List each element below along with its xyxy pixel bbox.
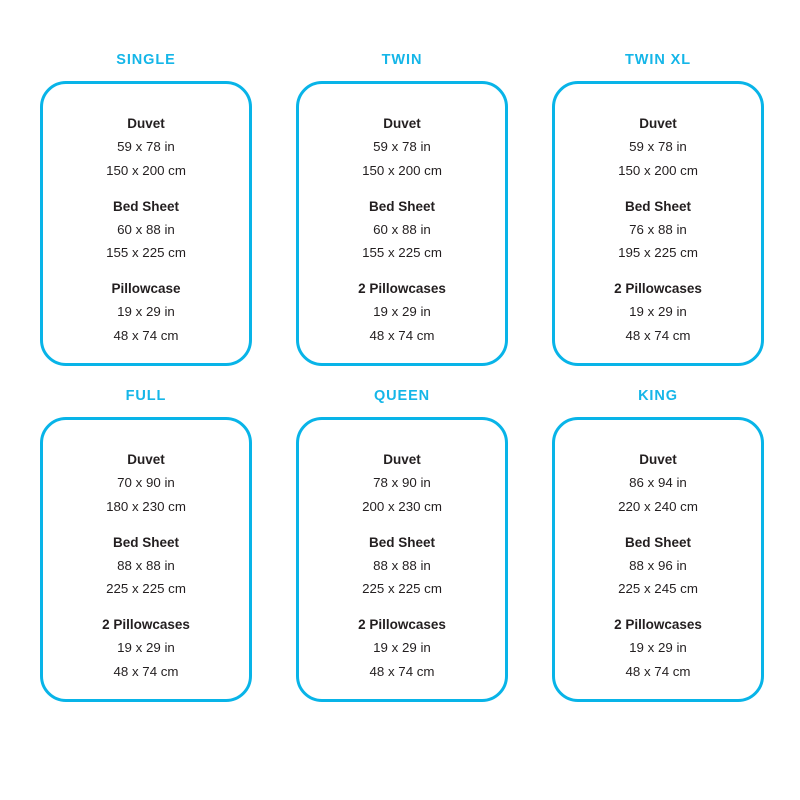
- item-inches: 60 x 88 in: [117, 221, 175, 237]
- item-cm: 200 x 230 cm: [362, 498, 442, 514]
- size-card-queen: [296, 388, 508, 702]
- bedding-item: [362, 448, 442, 519]
- item-inches: 19 x 29 in: [373, 640, 431, 656]
- item-cm: 225 x 225 cm: [106, 581, 186, 597]
- size-card-body: [40, 417, 252, 702]
- item-name: Duvet: [127, 452, 165, 467]
- item-name: Duvet: [639, 116, 677, 131]
- size-title: SINGLE: [116, 52, 176, 68]
- item-inches: 59 x 78 in: [373, 139, 431, 155]
- item-inches: 19 x 29 in: [629, 304, 687, 320]
- item-name: Pillowcase: [111, 281, 181, 297]
- item-cm: 48 x 74 cm: [625, 663, 691, 679]
- item-cm: 225 x 225 cm: [362, 581, 442, 597]
- item-name: Bed Sheet: [368, 534, 435, 550]
- bedding-item: [614, 277, 702, 348]
- bedding-item: [106, 112, 186, 183]
- item-inches: 19 x 29 in: [117, 304, 175, 320]
- item-cm: 220 x 240 cm: [618, 498, 698, 514]
- item-inches: 88 x 96 in: [629, 557, 687, 573]
- item-inches: 86 x 94 in: [629, 475, 687, 491]
- item-name: Bed Sheet: [368, 198, 435, 214]
- item-name: 2 Pillowcases: [102, 617, 190, 633]
- item-inches: 78 x 90 in: [373, 475, 431, 491]
- item-inches: 76 x 88 in: [629, 221, 687, 237]
- size-card-twin: [296, 52, 508, 366]
- item-inches: 60 x 88 in: [373, 221, 431, 237]
- size-title: TWIN: [381, 52, 423, 68]
- bedding-item: [618, 531, 698, 602]
- item-cm: 48 x 74 cm: [113, 327, 179, 343]
- size-card-body: [296, 81, 508, 366]
- item-name: Bed Sheet: [112, 534, 179, 550]
- size-card-king: [552, 388, 764, 702]
- item-cm: 180 x 230 cm: [106, 498, 186, 514]
- item-name: Duvet: [383, 452, 421, 467]
- size-title: QUEEN: [373, 388, 431, 404]
- item-inches: 88 x 88 in: [117, 557, 175, 573]
- bedding-item: [618, 195, 698, 266]
- item-name: 2 Pillowcases: [358, 617, 446, 633]
- item-cm: 150 x 200 cm: [618, 162, 698, 178]
- bedding-item: [362, 195, 442, 266]
- bedding-item: [106, 448, 186, 519]
- bedding-item: [358, 277, 446, 348]
- item-name: 2 Pillowcases: [358, 281, 446, 297]
- size-card-body: [40, 81, 252, 366]
- size-title: FULL: [125, 388, 167, 404]
- bedding-item: [362, 112, 442, 183]
- bedding-item: [618, 112, 698, 183]
- item-inches: 70 x 90 in: [117, 475, 175, 491]
- item-cm: 155 x 225 cm: [106, 245, 186, 261]
- bedding-item: [362, 531, 442, 602]
- item-cm: 155 x 225 cm: [362, 245, 442, 261]
- item-inches: 19 x 29 in: [629, 640, 687, 656]
- item-cm: 195 x 225 cm: [618, 245, 698, 261]
- item-cm: 48 x 74 cm: [369, 663, 435, 679]
- item-name: Bed Sheet: [112, 198, 179, 214]
- size-card-full: [40, 388, 252, 702]
- size-card-body: [552, 417, 764, 702]
- item-name: Duvet: [639, 452, 677, 467]
- bedding-item: [106, 531, 186, 602]
- item-name: Duvet: [383, 116, 421, 131]
- bedding-item: [106, 195, 186, 266]
- size-card-grid: [40, 52, 760, 702]
- item-cm: 48 x 74 cm: [113, 663, 179, 679]
- size-card-twin-xl: [552, 52, 764, 366]
- item-name: 2 Pillowcases: [614, 281, 702, 297]
- size-card-single: [40, 52, 252, 366]
- size-title: TWIN XL: [625, 52, 691, 68]
- bedding-item: [358, 613, 446, 684]
- size-card-body: [296, 417, 508, 702]
- bedding-item: [111, 277, 180, 348]
- item-name: 2 Pillowcases: [614, 617, 702, 633]
- item-cm: 225 x 245 cm: [618, 581, 698, 597]
- item-inches: 59 x 78 in: [629, 139, 687, 155]
- bedding-item: [618, 448, 698, 519]
- item-inches: 59 x 78 in: [117, 139, 175, 155]
- item-name: Bed Sheet: [624, 198, 691, 214]
- size-title: KING: [638, 388, 678, 404]
- size-card-body: [552, 81, 764, 366]
- item-inches: 19 x 29 in: [117, 640, 175, 656]
- item-inches: 19 x 29 in: [373, 304, 431, 320]
- item-cm: 48 x 74 cm: [625, 327, 691, 343]
- bedding-item: [102, 613, 190, 684]
- item-cm: 150 x 200 cm: [362, 162, 442, 178]
- item-name: Duvet: [127, 116, 165, 131]
- item-cm: 48 x 74 cm: [369, 327, 435, 343]
- item-cm: 150 x 200 cm: [106, 162, 186, 178]
- item-inches: 88 x 88 in: [373, 557, 431, 573]
- bedding-item: [614, 613, 702, 684]
- item-name: Bed Sheet: [624, 534, 691, 550]
